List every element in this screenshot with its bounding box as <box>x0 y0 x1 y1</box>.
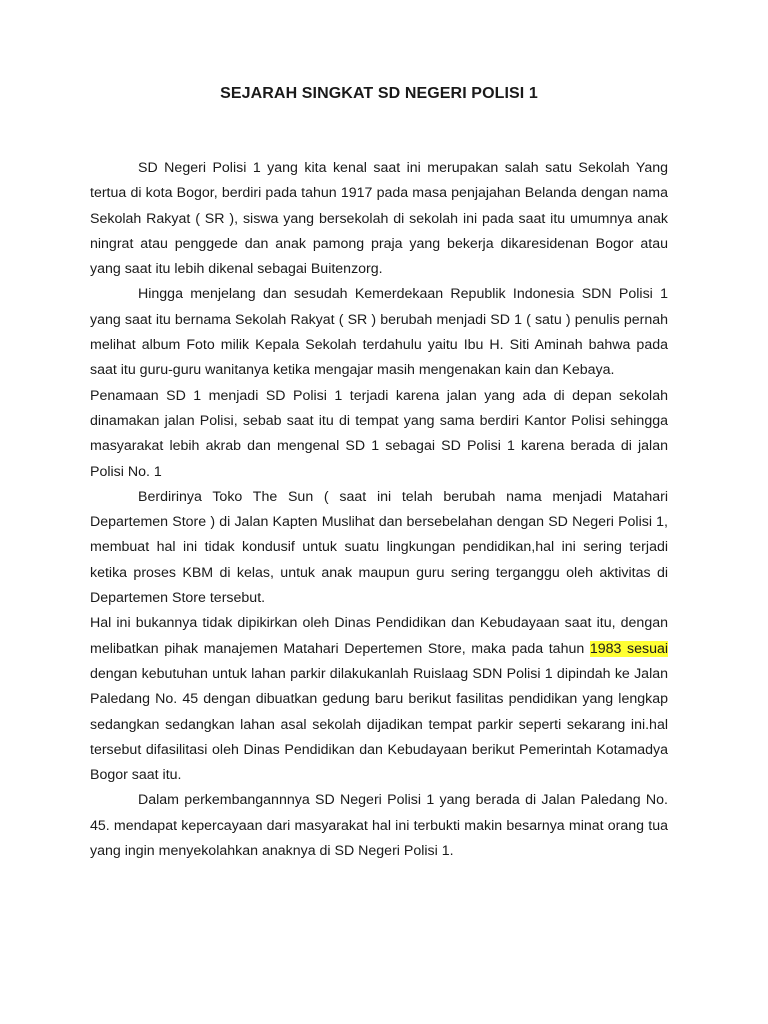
document-page <box>90 84 668 864</box>
paragraph-naming: Penamaan SD 1 menjadi SD Polisi 1 terjadi karena jalan yang ada di depan sekolah dinamakan jalan Polisi, sebab saat itu di tempat yang sama berdiri Kantor Polisi sehingga masyarakat lebih akrab dan mengenal SD 1 sebagai SD Polisi 1 karena berada di jalan Polisi No. 1 <box>90 387 668 480</box>
document-title: SEJARAH SINGKAT SD NEGERI POLISI 1 <box>220 85 538 102</box>
paragraph-independence: Hingga menjelang dan sesudah Kemerdekaan Republik Indonesia SDN Polisi 1 yang saat itu bernama Sekolah Rakyat ( SR ) berubah menjadi SD 1 ( satu ) penulis pernah melihat album Foto milik Kepala Sekolah terdahulu yaitu Ibu H. Siti Aminah bahwa pada saat itu guru-guru wanitanya ketika mengajar masih mengenakan kain dan Kebaya. <box>90 286 668 379</box>
paragraph-relocation <box>90 611 668 788</box>
paragraph-development: Dalam perkembangannnya SD Negeri Polisi 1 yang berada di Jalan Paledang No. 45. mendapat kepercayaan dari masyarakat hal ini terbukti makin besarnya minat orang tua yang ingin menyekolahkan anaknya di SD Negeri Polisi 1. <box>90 792 668 860</box>
paragraph-founding: SD Negeri Polisi 1 yang kita kenal saat ini merupakan salah satu Sekolah Yang tertua di kota Bogor, berdiri pada tahun 1917 pada masa penjajahan Belanda dengan nama Sekolah Rakyat ( SR ), siswa yang bersekolah di sekolah ini pada saat itu umumnya anak ningrat atau penggede dan anak pamong praja yang bekerja dikaresidenan Bogor atau yang saat itu lebih dikenal sebagai Buitenzorg. <box>90 160 668 278</box>
highlighted-text: 1983 sesuai <box>589 640 669 657</box>
relocation-text-before: Hal ini bukannya tidak dipikirkan oleh Dinas Pendidikan dan Kebudayaan saat itu, dengan melibatkan pihak manajemen Matahari Depertemen Store, maka pada tahun <box>90 615 668 657</box>
relocation-text-after: dengan kebutuhan untuk lahan parkir dilakukanlah Ruislaag SDN Polisi 1 dipindah ke Jalan Paledang No. 45 dengan dibuatkan gedung baru berikut fasilitas pendidikan yang lengkap sedangkan sedangkan lahan asal sekolah dijadikan tempat parkir seperti sekarang ini.hal tersebut difasilitasi oleh Dinas Pendidikan dan Kebudayaan berikut Pemerintah Kotamadya Bogor saat itu. <box>90 665 668 784</box>
paragraph-the-sun-store: Berdirinya Toko The Sun ( saat ini telah berubah nama menjadi Matahari Departemen Store ) di Jalan Kapten Muslihat dan bersebelahan dengan SD Negeri Polisi 1, membuat hal ini tidak kondusif untuk suatu lingkungan pendidikan,hal ini sering terjadi ketika proses KBM di kelas, untuk anak maupun guru sering terganggu oleh aktivitas di Departemen Store tersebut. <box>90 488 668 607</box>
